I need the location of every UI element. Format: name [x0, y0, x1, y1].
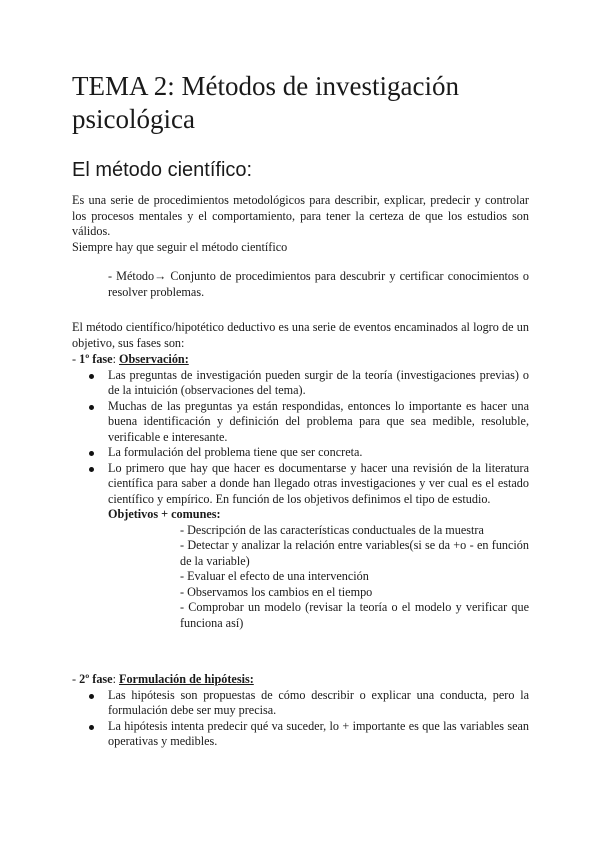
bullet-icon [89, 725, 94, 730]
bullet-icon [89, 374, 94, 379]
phase-2-section [72, 672, 529, 750]
list-item [72, 399, 529, 446]
list-item [72, 719, 529, 750]
bullet-icon [89, 467, 94, 472]
phase-2-heading [72, 672, 529, 688]
bullet-text: Lo primero que hay que hacer es documentarse y hacer una revisión de la literatura científica para saber a donde han llegado otras investigaciones y ver cual es el estado científico y empírico. En función de los objetivos definimos el tipo de estudio. [108, 460, 529, 506]
bullet-text: Las hipótesis son propuestas de cómo describir o explicar una conducta, pero la formulación debe ser muy precisa. [108, 687, 529, 717]
method-definition: - Método→ Conjunto de procedimientos para descubrir y certificar conocimientos o resolver problemas. [108, 269, 529, 299]
objective-item: - Descripción de las características conductuales de la muestra [180, 522, 484, 537]
phase-2-prefix: - [72, 672, 80, 686]
section-heading: El método científico: [72, 159, 253, 181]
objectives-block [108, 507, 529, 631]
phase-1-section [72, 352, 529, 631]
bullet-icon [89, 694, 94, 699]
bullet-text: La formulación del problema tiene que ser concreta. [108, 445, 363, 459]
phase-2-name: Formulación de hipótesis: [119, 672, 254, 686]
objective-item: - Evaluar el efecto de una intervención [180, 569, 369, 583]
intro-definition: Es una serie de procedimientos metodológicos para describir, explicar, predecir y controlar los procesos mentales y el comportamiento, para tener la certeza de que los estudios son válidos. [72, 193, 529, 238]
list-item [72, 445, 529, 461]
objectives-list [180, 523, 529, 632]
list-item [72, 461, 529, 508]
list-item [72, 368, 529, 399]
phase-2-number: 2º fase [79, 672, 113, 686]
phase-1-name: Observación: [119, 352, 189, 366]
intro-note: Siempre hay que seguir el método científico [72, 239, 288, 254]
phase-1-number: 1º fase [79, 352, 113, 366]
bullet-text: Las preguntas de investigación pueden surgir de la teoría (investigaciones previas) o de la intuición (observaciones del tema). [108, 367, 529, 397]
objective-item: - Comprobar un modelo (revisar la teoría o el modelo y verificar que funciona así) [180, 600, 529, 630]
bullet-text: La hipótesis intenta predecir qué va suceder, lo + importante es que las variables sean operativas y medibles. [108, 718, 529, 748]
phase-1-prefix: - [72, 352, 80, 366]
phase-2-colon: : [112, 672, 120, 686]
phase-1-colon: : [112, 352, 120, 366]
bullet-icon [89, 405, 94, 410]
objectives-title: Objetivos + comunes: [108, 507, 221, 521]
intro-block [72, 193, 529, 255]
page-title: TEMA 2: Métodos de investigación psicológica [72, 71, 459, 134]
hypothetic-deductive-paragraph: El método científico/hipotético deductivo es una serie de eventos encaminados al logro de un objetivo, sus fases son: [72, 320, 529, 350]
objective-item: - Detectar y analizar la relación entre variables(si se da +o - en función de la variable) [180, 538, 529, 568]
objective-item: - Observamos los cambios en el tiempo [180, 584, 373, 599]
list-item [72, 688, 529, 719]
phase-1-heading [72, 352, 529, 368]
bullet-text: Muchas de las preguntas ya están respondidas, entonces lo importante es hacer una buena identificación y definición del problema para que sea medible, resoluble, verificable e interesante. [108, 398, 529, 444]
bullet-icon [89, 451, 94, 456]
